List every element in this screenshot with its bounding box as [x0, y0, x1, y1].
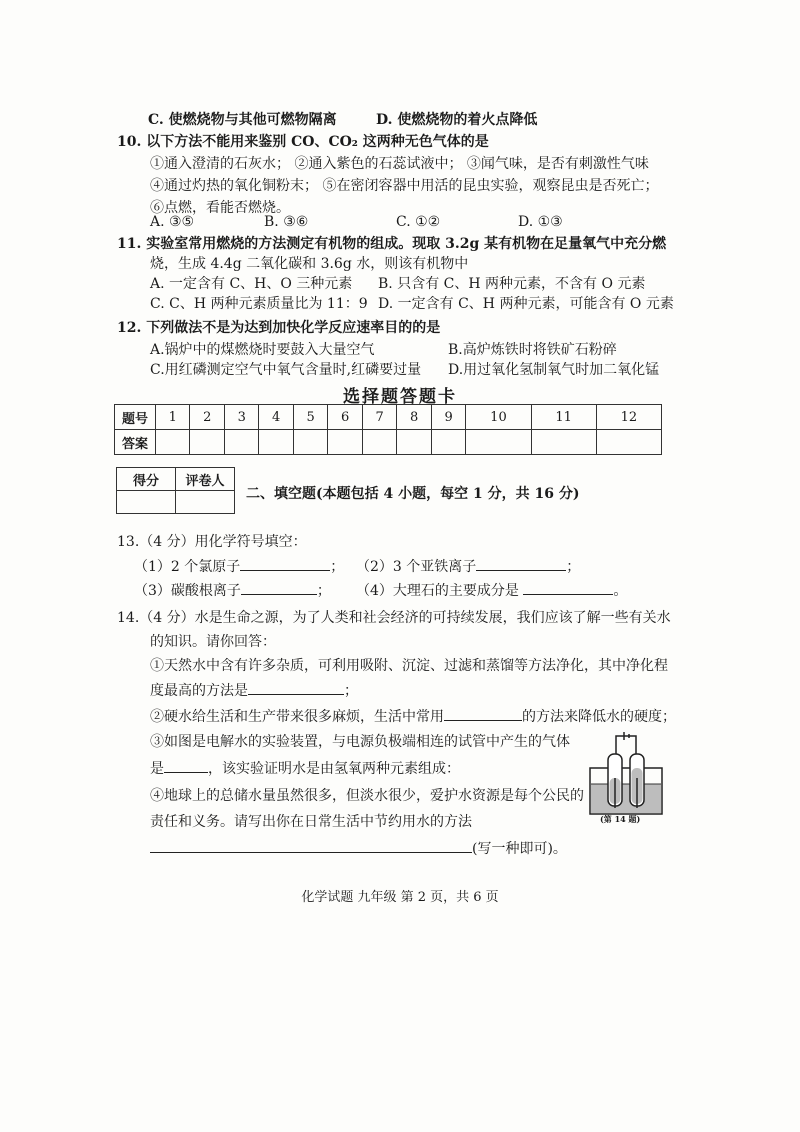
answer-card-number: 9 [431, 405, 465, 430]
answer-card-number-header: 题号 [115, 405, 156, 430]
answer-card-number: 5 [293, 405, 327, 430]
grader-cell[interactable] [176, 491, 235, 514]
answer-card-number: 1 [156, 405, 190, 430]
answer-cell[interactable] [190, 430, 224, 455]
answer-cell[interactable] [531, 430, 596, 455]
q13-blank-1[interactable] [240, 556, 330, 571]
q13-part2: （2）3 个亚铁离子 ； [356, 556, 580, 577]
answer-cell[interactable] [466, 430, 531, 455]
q14-s3a: ③如图是电解水的实验装置，与电源负极端相连的试管中产生的气体 [150, 734, 570, 750]
figure-caption: (第 14 题) [600, 814, 641, 824]
answer-card-table [114, 404, 662, 455]
answer-card-number: 6 [328, 405, 362, 430]
grader-label: 评卷人 [176, 468, 235, 491]
answer-card-number: 4 [259, 405, 293, 430]
q14-s3b2-label: ，该实验证明水是由氢氧两种元素组成： [208, 761, 460, 777]
q13-part2-label: （2）3 个亚铁离子 [356, 559, 477, 575]
answer-card-number: 10 [466, 405, 531, 430]
q14-blank-2[interactable] [444, 706, 522, 721]
q11-option-b: B. 只含有 C、H 两种元素，不含有 O 元素 [378, 276, 646, 292]
q12-option-b: B.高炉炼铁时将铁矿石粉碎 [448, 342, 617, 358]
answer-cell[interactable] [431, 430, 465, 455]
answer-cell[interactable] [397, 430, 431, 455]
q14-s2 [150, 706, 676, 727]
answer-cell[interactable] [596, 430, 661, 455]
electrolysis-apparatus-figure [584, 728, 668, 828]
q13-blank-3[interactable] [241, 580, 317, 595]
q14-s1b: 度最高的方法是 ； [150, 680, 358, 701]
q14-s3b [150, 758, 460, 779]
answer-cell[interactable] [328, 430, 362, 455]
q14-blank-1[interactable] [248, 680, 344, 695]
q11-option-d: D. 一定含有 C、H 两种元素，可能含有 O 元素 [378, 296, 674, 312]
q14-blank-4[interactable] [150, 838, 472, 853]
answer-card-number: 12 [596, 405, 661, 430]
q14-s4c-label: (写一种即可)。 [472, 841, 567, 857]
q9-option-c: C. 使燃烧物与其他可燃物隔离 [148, 112, 337, 128]
q11-stem-1: 11. 实验室常用燃烧的方法测定有机物的组成。现取 3.2g 某有机物在足量氧气中充分燃 [117, 236, 667, 252]
answer-cell[interactable] [224, 430, 258, 455]
q14-s1b-label: 度最高的方法是 [150, 683, 248, 699]
q9-option-d: D. 使燃烧物的着火点降低 [376, 112, 538, 128]
q13-blank-4[interactable] [523, 580, 613, 595]
q13-part4: （4）大理石的主要成分是 。 [356, 580, 627, 601]
q14-s2b-label: 的方法来降低水的硬度； [522, 709, 676, 725]
q13-part4-label: （4）大理石的主要成分是 [356, 583, 519, 599]
q10-line1: ①通入澄清的石灰水； ②通入紫色的石蕊试液中； ③闻气味，是否有刺激性气味 [150, 156, 649, 172]
q13-part1: （1）2 个氯原子 ； [134, 556, 344, 577]
score-label: 得分 [117, 468, 176, 491]
q10-option-a: A. ③⑤ [150, 214, 195, 230]
answer-cell[interactable] [156, 430, 190, 455]
q10-option-d: D. ①③ [518, 214, 563, 230]
q14-s3b1-label: 是 [150, 761, 164, 777]
q14-s2a-label: ②硬水给生活和生产带来很多麻烦，生活中常用 [150, 709, 444, 725]
q10-stem: 10. 以下方法不能用来鉴别 CO、CO₂ 这两种无色气体的是 [117, 134, 489, 150]
q10-line2: ④通过灼热的氧化铜粉末； ⑤在密闭容器中用活的昆虫实验，观察昆虫是否死亡； [150, 178, 659, 194]
page-footer: 化学试题 九年级 第 2 页，共 6 页 [301, 890, 499, 905]
answer-card-answer-row [115, 430, 662, 455]
q12-stem: 12. 下列做法不是为达到加快化学反应速率目的的是 [117, 320, 441, 336]
q13-part3-label: （3）碳酸根离子 [134, 583, 241, 599]
answer-card-number: 8 [397, 405, 431, 430]
q10-line3: ⑥点燃，看能否燃烧。 [150, 200, 290, 216]
q14-stem-2: 的知识。请你回答： [150, 634, 276, 650]
q14-s4c [150, 838, 567, 859]
answer-card-number: 7 [362, 405, 396, 430]
answer-card-number: 11 [531, 405, 596, 430]
q11-option-a: A. 一定含有 C、H、O 三种元素 [150, 276, 353, 292]
q12-option-c: C.用红磷测定空气中氧气含量时,红磷要过量 [150, 362, 422, 378]
q13-stem: 13.（4 分）用化学符号填空： [117, 534, 307, 550]
q13-blank-2[interactable] [476, 556, 566, 571]
answer-cell[interactable] [259, 430, 293, 455]
score-cell[interactable] [117, 491, 176, 514]
q11-stem-2: 烧，生成 4.4g 二氧化碳和 3.6g 水，则该有机物中 [150, 256, 469, 272]
q11-option-c: C. C、H 两种元素质量比为 11：9 [150, 296, 368, 312]
q13-part3: （3）碳酸根离子 ； [134, 580, 331, 601]
q10-option-b: B. ③⑥ [264, 214, 309, 230]
answer-card-number: 3 [224, 405, 258, 430]
q14-stem-1: 14.（4 分）水是生命之源，为了人类和社会经济的可持续发展，我们应该了解一些有关水 [117, 610, 671, 626]
q14-s4a: ④地球上的总储水量虽然很多，但淡水很少，爱护水资源是每个公民的 [150, 788, 584, 804]
q14-s1a: ①天然水中含有许多杂质，可利用吸附、沉淀、过滤和蒸馏等方法净化，其中净化程 [150, 658, 668, 674]
answer-card-number-row [115, 405, 662, 430]
answer-cell[interactable] [362, 430, 396, 455]
q14-s4b: 责任和义务。请写出你在日常生活中节约用水的方法 [150, 814, 472, 830]
q12-option-d: D.用过氧化氢制氧气时加二氧化锰 [448, 362, 660, 378]
q13-part1-label: （1）2 个氯原子 [134, 559, 241, 575]
q12-option-a: A.锅炉中的煤燃烧时要鼓入大量空气 [150, 342, 375, 358]
section2-heading: 二、填空题(本题包括 4 小题，每空 1 分，共 16 分) [246, 486, 580, 502]
q10-option-c: C. ①② [396, 214, 441, 230]
answer-card-answer-header: 答案 [115, 430, 156, 455]
score-box [116, 467, 235, 514]
q14-blank-3[interactable] [164, 758, 208, 773]
answer-cell[interactable] [293, 430, 327, 455]
answer-card-number: 2 [190, 405, 224, 430]
answer-card-title: 选择题答题卡 [343, 387, 457, 407]
